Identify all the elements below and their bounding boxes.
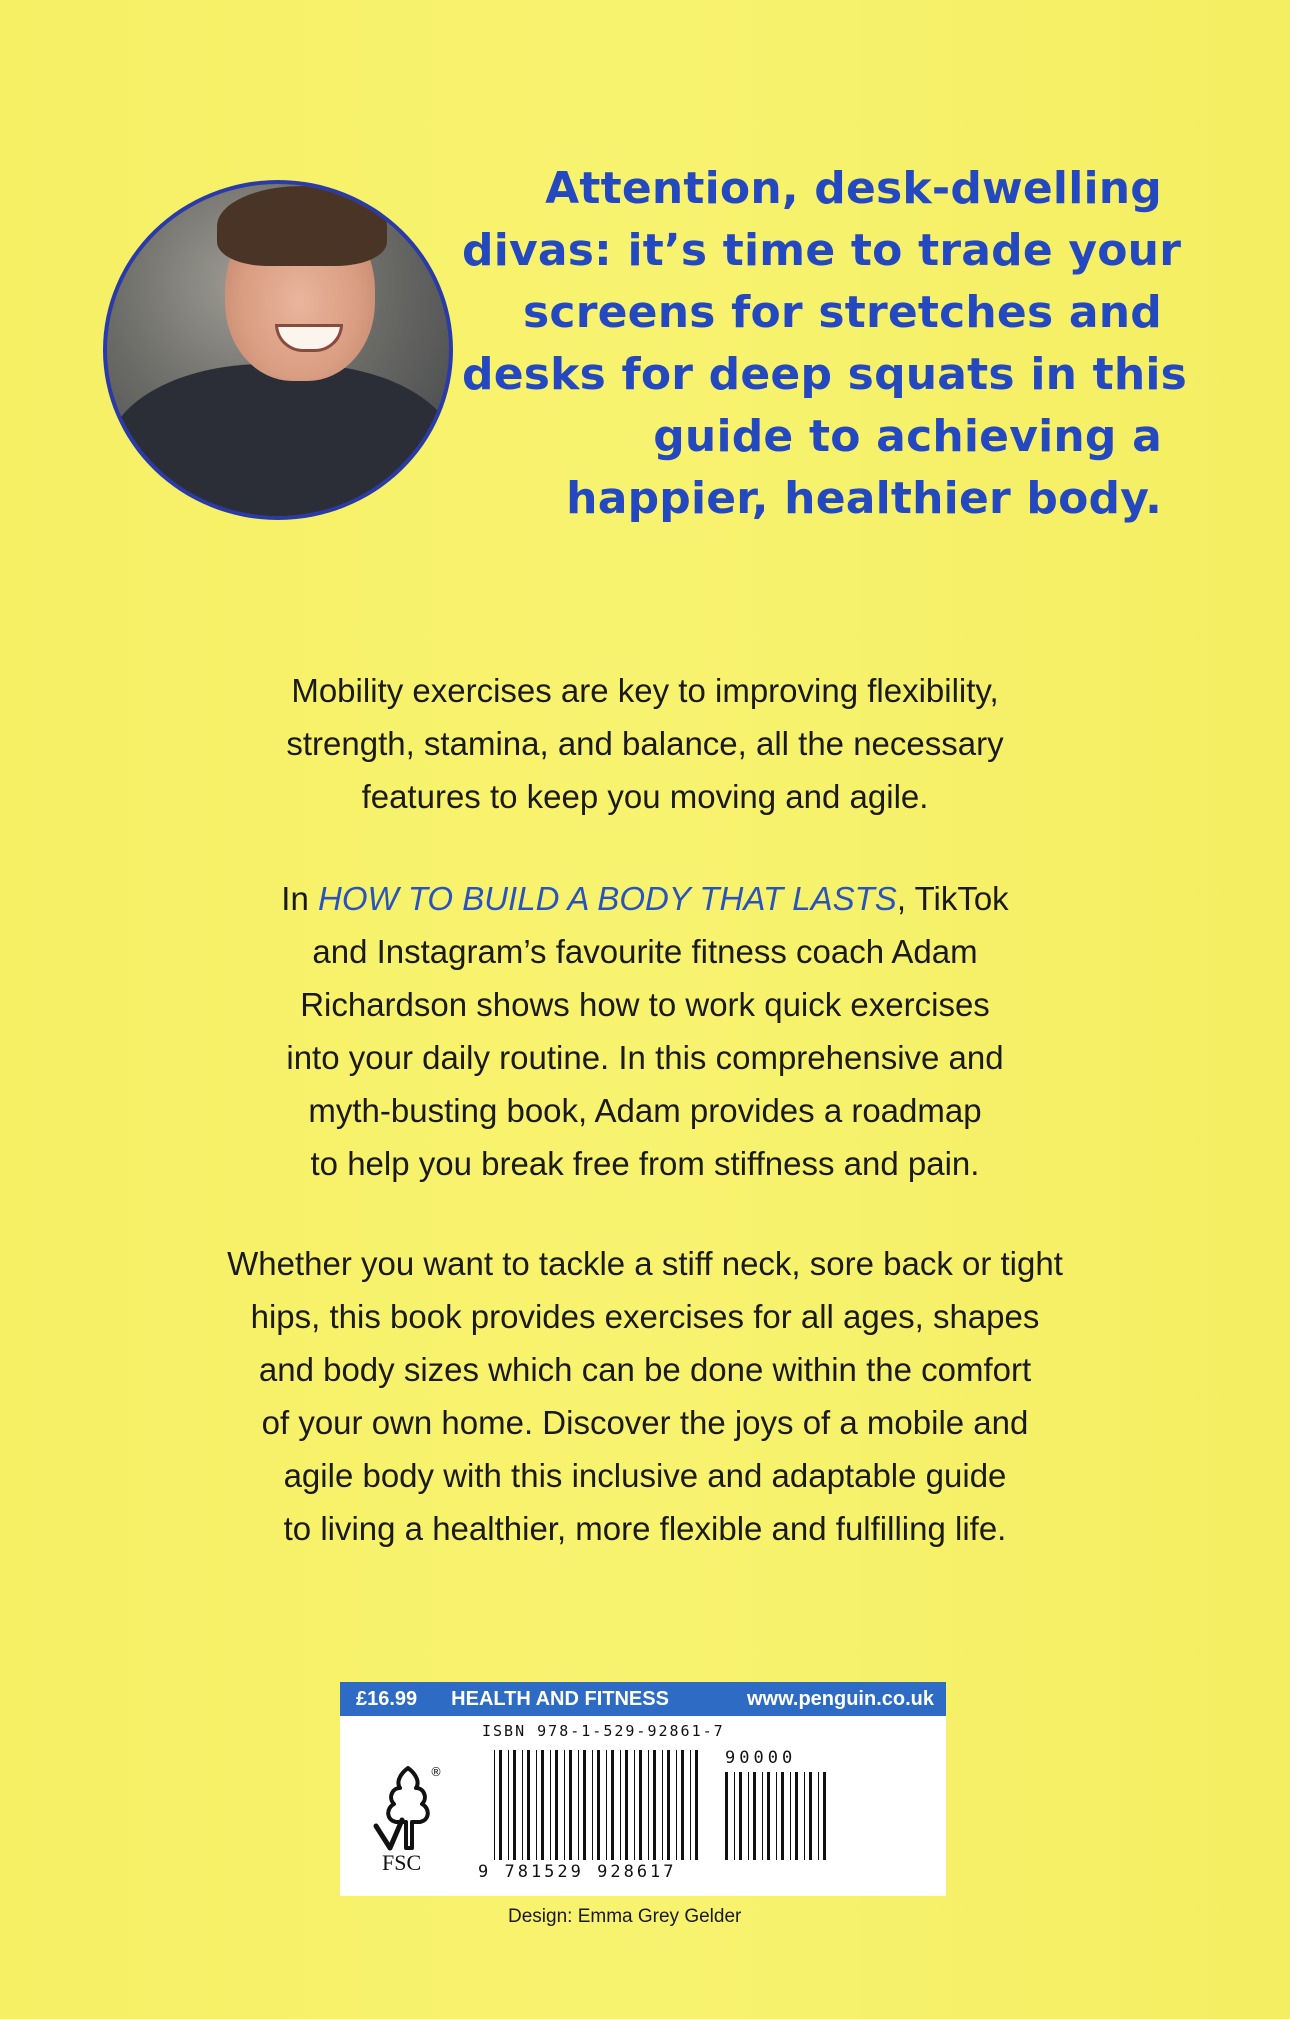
blurb-line: myth-busting book, Adam provides a roadmap [308, 1092, 982, 1129]
barcode-bar [690, 1750, 691, 1860]
barcode-bar [578, 1750, 579, 1860]
barcode-bar [818, 1772, 819, 1860]
lead-in: In [281, 880, 318, 917]
headline [462, 158, 1188, 530]
barcode-bar [513, 1750, 516, 1860]
barcode-bar [606, 1750, 607, 1860]
barcode-bar [681, 1750, 684, 1860]
barcode-bar [753, 1772, 756, 1860]
barcode-bar [790, 1772, 791, 1860]
fsc-registered-mark: ® [430, 1765, 442, 1779]
blurb-line: to help you break free from stiffness and pain. [310, 1145, 980, 1182]
barcode-bar [499, 1750, 502, 1860]
barcode-bar [804, 1772, 805, 1860]
barcode-bar [620, 1750, 621, 1860]
barcode-bar [653, 1750, 656, 1860]
barcode-bar [536, 1750, 537, 1860]
barcode-bar [634, 1750, 635, 1860]
barcode-bar [725, 1772, 728, 1860]
fsc-label: FSC [382, 1850, 422, 1875]
barcode-bar [555, 1750, 558, 1860]
blurb-line: to living a healthier, more flexible and fulfilling life. [283, 1510, 1007, 1547]
book-title: HOW TO BUILD A BODY THAT LASTS [318, 880, 897, 917]
addon-digits: 90000 [725, 1748, 797, 1768]
barcode-bar [550, 1750, 551, 1860]
isbn-label: ISBN 978-1-529-92861-7 [482, 1722, 725, 1740]
barcode-bar [776, 1772, 777, 1860]
blurb-line: Whether you want to tackle a stiff neck, sore back or tight [227, 1245, 1063, 1282]
category: HEALTH AND FITNESS [451, 1687, 669, 1710]
barcode-bar [648, 1750, 649, 1860]
blurb-paragraph-1 [100, 664, 1190, 823]
barcode-bar [809, 1772, 812, 1860]
blurb-line: of your own home. Discover the joys of a mobile and [261, 1404, 1029, 1441]
blurb-paragraph-2 [100, 872, 1190, 1190]
publisher-url: www.penguin.co.uk [746, 1687, 934, 1710]
barcode-bar [639, 1750, 642, 1860]
blurb-line: hips, this book provides exercises for all ages, shapes [250, 1298, 1040, 1335]
blurb-line: agile body with this inclusive and adaptable guide [283, 1457, 1007, 1494]
ean-digits: 9 781529 928617 [478, 1862, 677, 1882]
barcode-bar [695, 1750, 698, 1860]
barcode-bar [762, 1772, 763, 1860]
headline-line: desks for deep squats in this [462, 349, 1188, 400]
barcode-bar [611, 1750, 614, 1860]
price-band [340, 1682, 946, 1716]
headline-line: happier, healthier body. [566, 473, 1162, 524]
barcode-bar [522, 1750, 523, 1860]
blurb-line: features to keep you moving and agile. [361, 778, 929, 815]
barcode-bar [767, 1772, 770, 1860]
barcode-bar [823, 1772, 826, 1860]
first-line-rest: , TikTok [896, 880, 1009, 917]
barcode-bar [564, 1750, 565, 1860]
headline-line: screens for stretches and [523, 287, 1162, 338]
barcode-bar [583, 1750, 586, 1860]
blurb-line: and body sizes which can be done within the comfort [258, 1351, 1032, 1388]
barcode-bar [508, 1750, 509, 1860]
blurb-line: strength, stamina, and balance, all the necessary [286, 725, 1004, 762]
headline-line: guide to achieving a [653, 411, 1162, 462]
isbn-barcode [494, 1750, 704, 1860]
blurb-line [100, 872, 1190, 925]
design-credit: Design: Emma Grey Gelder [508, 1906, 742, 1927]
blurb-line: and Instagram’s favourite fitness coach Adam [312, 933, 978, 970]
headline-line: divas: it’s time to trade your [462, 225, 1182, 276]
portrait-shoulders [107, 364, 453, 520]
barcode-bar [527, 1750, 530, 1860]
barcode-bar [569, 1750, 572, 1860]
barcode-bar [795, 1772, 798, 1860]
barcode-bar [494, 1750, 495, 1860]
author-portrait [103, 180, 453, 520]
blurb-paragraph-3 [100, 1237, 1190, 1555]
barcode-bar [676, 1750, 677, 1860]
barcode-bar [781, 1772, 784, 1860]
barcode-bar [662, 1750, 663, 1860]
portrait-hair [217, 186, 387, 266]
headline-line: Attention, desk-dwelling [545, 163, 1162, 214]
blurb-line: into your daily routine. In this comprehensive and [286, 1039, 1004, 1076]
barcode-bar [667, 1750, 670, 1860]
barcode-bar [592, 1750, 593, 1860]
barcode-bar [734, 1772, 735, 1860]
barcode-bar [541, 1750, 544, 1860]
barcode-bar [625, 1750, 628, 1860]
barcode-bar [748, 1772, 749, 1860]
price-addon-barcode [725, 1772, 827, 1860]
price: £16.99 [356, 1687, 418, 1710]
barcode-bar [739, 1772, 742, 1860]
barcode-bar [597, 1750, 600, 1860]
blurb-line: Richardson shows how to work quick exercises [300, 986, 990, 1023]
blurb-line: Mobility exercises are key to improving flexibility, [291, 672, 999, 709]
barcode-panel [340, 1682, 946, 1896]
